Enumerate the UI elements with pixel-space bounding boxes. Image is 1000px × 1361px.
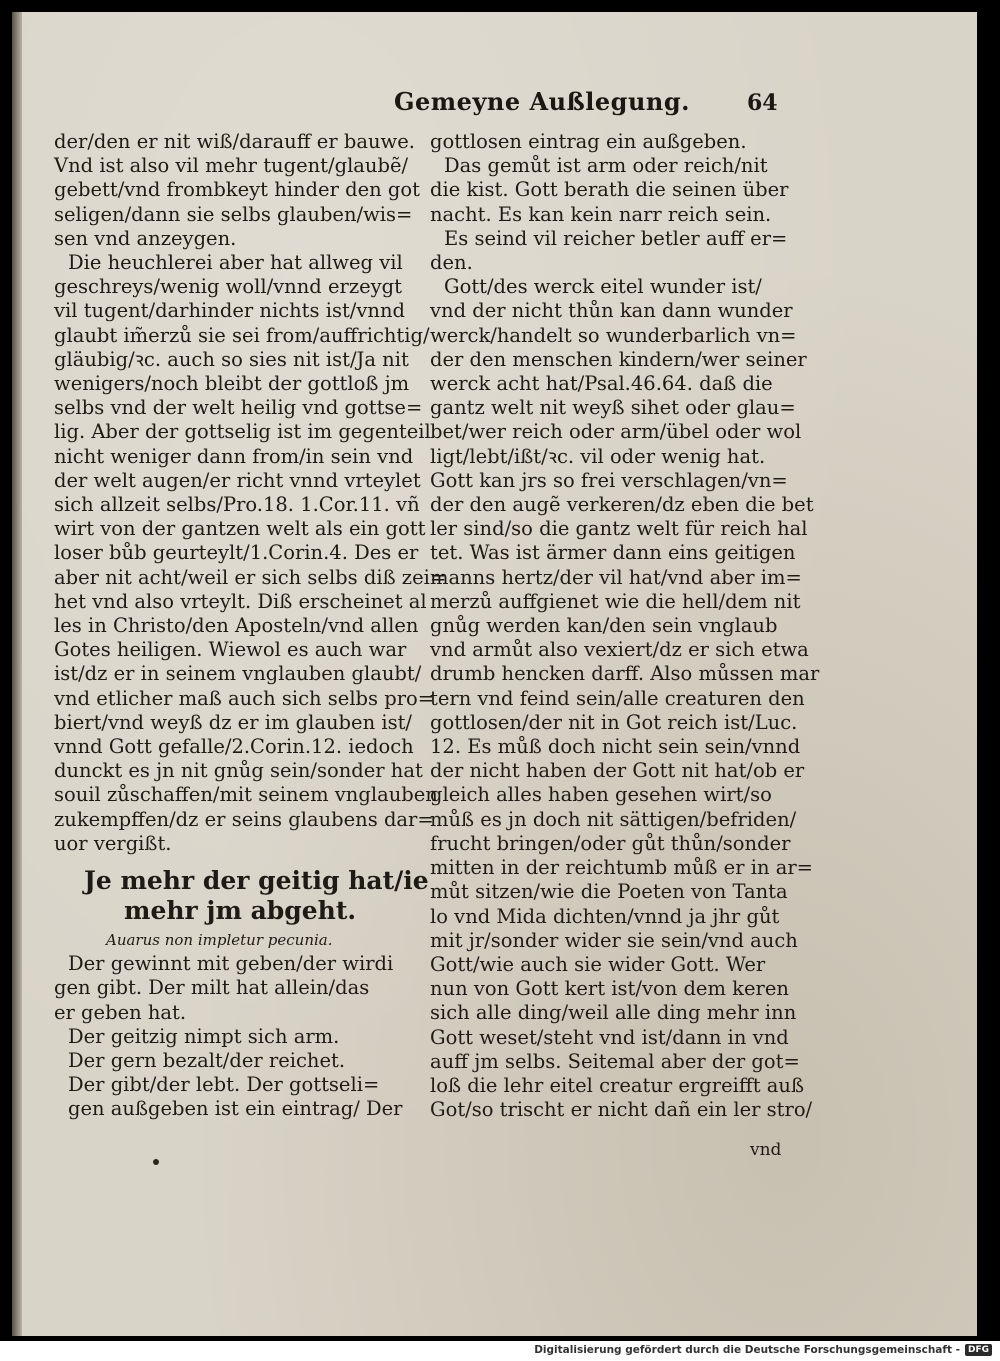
text-line: loß die lehr eitel creatur ergreifft auß	[430, 1073, 804, 1097]
text-line: Vnd ist also vil mehr tugent/glaubẽ/	[54, 154, 409, 178]
text-line: die kist. Gott berath die seinen über	[430, 178, 789, 202]
text-line: gantz welt nit weyß sihet oder glau=	[430, 396, 796, 420]
latin-motto: Auarus non impletur pecunia.	[106, 931, 333, 950]
text-line: ler sind/so die gantz welt für reich hal	[430, 517, 808, 541]
paragraph	[430, 154, 802, 227]
text-line: zukempffen/dz er seins glaubens dar=	[54, 807, 434, 831]
text-line: drumb hencken darff. Also můssen mar	[430, 662, 820, 686]
text-line: Der geitzig nimpt sich arm.	[68, 1024, 340, 1048]
text-line: vnd armůt also vexiert/dz er sich etwa	[430, 638, 809, 662]
text-line: selbs vnd der welt heilig vnd gottse=	[54, 396, 423, 420]
paragraph	[430, 130, 802, 154]
text-line: manns hertz/der vil hat/vnd aber im=	[430, 565, 802, 589]
text-line: vnd der nicht thůn kan dann wunder	[430, 299, 793, 323]
text-line: Gott weset/steht vnd ist/dann in vnd	[430, 1025, 789, 1049]
text-line: gen außgeben ist ein eintrag/ Der	[68, 1097, 403, 1121]
text-line: biert/vnd weyß dz er im glauben ist/	[54, 710, 412, 734]
book-page	[12, 12, 977, 1336]
text-line: mitten in der reichtumb můß er in ar=	[430, 856, 813, 880]
text-line: dunckt es jn nit gnůg sein/sonder hat	[54, 759, 423, 783]
text-line: der/den er nit wiß/darauff er bauwe.	[54, 130, 415, 153]
text-line: sich alle ding/weil alle ding mehr inn	[430, 1001, 797, 1025]
text-line: můß es jn doch nit sättigen/befriden/	[430, 807, 797, 831]
dfg-logo: DFG	[965, 1344, 992, 1356]
text-line: gottlosen eintrag ein außgeben.	[430, 130, 747, 153]
text-line: Got/so trischt er nicht dañ ein ler stro/	[430, 1098, 813, 1122]
text-line: werck/handelt so wunderbarlich vn=	[430, 323, 797, 347]
paragraph	[54, 251, 447, 856]
text-line: aber nit acht/weil er sich selbs diß zei=	[54, 565, 447, 589]
text-line: mit jr/sonder wider sie sein/vnd auch	[430, 928, 798, 952]
paragraph	[54, 952, 404, 1025]
text-line: gottlosen/der nit in Got reich ist/Luc.	[430, 710, 798, 734]
text-line: sen vnd anzeygen.	[54, 226, 237, 250]
text-line: Gott kan jrs so frei verschlagen/vn=	[430, 468, 788, 492]
ink-spot	[153, 1159, 159, 1165]
page-number: 64	[747, 90, 778, 116]
text-line: geschreys/wenig woll/vnnd erzeygt	[54, 275, 402, 299]
running-head: Gemeyne Außlegung.	[394, 87, 690, 116]
text-line: het vnd also vrteylt. Diß erscheinet al	[54, 589, 427, 613]
text-line: wirt von der gantzen welt als ein gott	[54, 517, 426, 541]
text-line: seligen/dann sie selbs glauben/wis=	[54, 202, 413, 226]
text-line: gen gibt. Der milt hat allein/das	[54, 976, 370, 1000]
text-line: auff jm selbs. Seitemal aber der got=	[430, 1049, 800, 1073]
text-line: lig. Aber der gottselig ist im gegenteil	[54, 420, 431, 444]
text-line: glaubt im̃erzů sie sei from/auffrichtig/	[54, 323, 430, 347]
text-line: loser bůb geurteylt/1.Corin.4. Des er	[54, 541, 419, 565]
footer-bar	[0, 1341, 1000, 1361]
text-line: Das gemůt ist arm oder reich/nit	[444, 154, 768, 178]
text-line: ligt/lebt/ißt/ꝛc. vil oder wenig hat.	[430, 444, 766, 468]
funding-notice: Digitalisierung gefördert durch die Deutsche Forschungsgemeinschaft -	[534, 1344, 960, 1356]
text-line: Der gibt/der lebt. Der gottseli=	[68, 1073, 380, 1097]
text-line: Gotes heiligen. Wiewol es auch war	[54, 638, 407, 662]
text-line: gleich alles haben gesehen wirt/so	[430, 783, 772, 807]
text-line: der welt augen/er richt vnnd vrteylet	[54, 468, 421, 492]
left-column	[54, 130, 447, 1122]
text-line: Gott/wie auch sie wider Gott. Wer	[430, 952, 766, 976]
text-line: der den menschen kindern/wer seiner	[430, 347, 807, 371]
text-line: Gott/des werck eitel wunder ist/	[444, 275, 762, 299]
text-line: gnůg werden kan/den sein vnglaub	[430, 614, 778, 638]
text-line: der nicht haben der Gott nit hat/ob er	[430, 759, 805, 783]
paragraph	[430, 227, 802, 275]
text-line: frucht bringen/oder gůt thůn/sonder	[430, 831, 791, 855]
text-line: Es seind vil reicher betler auff er=	[444, 226, 788, 250]
text-line: les in Christo/den Aposteln/vnd allen	[54, 614, 419, 638]
text-line: Die heuchlerei aber hat allweg vil	[68, 251, 403, 275]
text-line: werck acht hat/Psal.46.64. daß die	[430, 372, 773, 396]
paragraph	[54, 1025, 404, 1122]
text-line: Der gern bezalt/der reichet.	[68, 1048, 346, 1072]
text-line: 12. Es můß doch nicht sein sein/vnnd	[430, 735, 801, 759]
text-line: merzů auffgienet wie die hell/dem nit	[430, 589, 801, 613]
text-line: můt sitzen/wie die Poeten von Tanta	[430, 880, 788, 904]
right-column	[430, 130, 820, 1122]
text-line: vil tugent/darhinder nichts ist/vnnd	[54, 299, 405, 323]
text-line: nicht weniger dann from/in sein vnd	[54, 444, 414, 468]
catchword: vnd	[750, 1140, 782, 1160]
text-line: nun von Gott kert ist/von dem keren	[430, 977, 789, 1001]
paragraph	[430, 275, 807, 469]
text-line: bet/wer reich oder arm/übel oder wol	[430, 420, 802, 444]
text-line: lo vnd Mida dichten/vnnd ja jhr gůt	[430, 904, 780, 928]
text-line: gläubig/ꝛc. auch so sies nit ist/Ja nit	[54, 347, 409, 371]
text-line: gebett/vnd frombkeyt hinder den got	[54, 178, 420, 202]
text-line: wenigers/noch bleibt der gottloß jm	[54, 372, 410, 396]
paragraph	[54, 130, 420, 251]
text-line: vnd etlicher maß auch sich selbs pro=	[54, 686, 435, 710]
text-line: uor vergißt.	[54, 831, 172, 855]
text-line: der den augẽ verkeren/dz eben die bet	[430, 493, 814, 517]
text-line: tern vnd feind sein/alle creaturen den	[430, 686, 805, 710]
text-line: Der gewinnt mit geben/der wirdi	[68, 952, 394, 976]
text-line: tet. Was ist ärmer dann eins geitigen	[430, 541, 796, 565]
binding-gutter	[12, 12, 22, 1336]
section-heading-line-2: mehr jm abgeht.	[124, 896, 357, 926]
text-line: ist/dz er in seinem vnglauben glaubt/	[54, 662, 422, 686]
text-line: vnnd Gott gefalle/2.Corin.12. iedoch	[54, 735, 414, 759]
text-line: souil zůschaffen/mit seinem vnglauben	[54, 783, 438, 807]
section-heading-line-1: Je mehr der geitig hat/ie	[84, 866, 429, 896]
text-line: den.	[430, 251, 473, 275]
text-line: nacht. Es kan kein narr reich sein.	[430, 202, 772, 226]
paragraph	[430, 468, 820, 1122]
text-line: er geben hat.	[54, 1000, 187, 1024]
text-line: sich allzeit selbs/Pro.18. 1.Cor.11. vñ	[54, 493, 420, 517]
